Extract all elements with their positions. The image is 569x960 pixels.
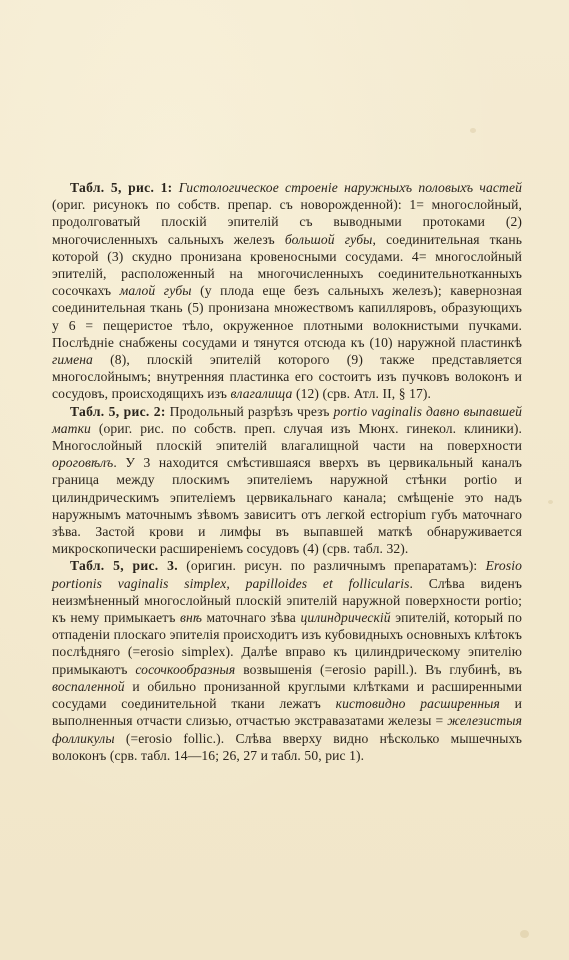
body-text: (у плода еще безъ сальныхъ железъ); кавернозная соединительная ткань (5) пронизана множествомъ капилляровъ, образующихъ у 6 = пещеристое тѣло, окруженное плотными волокнистыми пучками. Послѣдніе снабжены сосудами и тянутся отсюда къ (10) наружной пластинкѣ bbox=[52, 283, 522, 350]
body-text: Продольный разрѣзъ чрезъ bbox=[165, 403, 334, 419]
italic-term: малой губы bbox=[119, 283, 192, 299]
body-text: . У 3 находится смѣстившаяся вверхъ въ цервикальный каналъ граница между плоскимъ эпителіемъ наружной стѣнки portio и цилиндрическимъ эпителіемъ цервикальнаго канала; смѣщеніе это надъ наружнымъ маточнымъ зѣвомъ зависитъ отъ легкой ectropium губъ маточнаго зѣва. Застой крови и лимфы въ выпавшей маткѣ обнаруживается микроскопически расширеніемъ сосудовъ (4) (срв. табл. 32). bbox=[52, 455, 522, 557]
body-text: , соединительная ткань которой (3) скудно пронизана кровеносными сосудами. 4= многослойный эпителій, расположенный на многочисленныхъ соединительнотканныхъ сосочкахъ bbox=[52, 231, 522, 299]
body-text: (ориг. рис. по собств. преп. случая изъ Мюнх. гинекол. клиники). Многослойный плоскій эпителій влагалищной части на поверхности bbox=[52, 420, 522, 454]
paragraph-fig1 bbox=[52, 179, 522, 403]
page-stain bbox=[548, 500, 553, 504]
body-text: (оригин. рисун. по различнымъ препаратамъ): bbox=[177, 558, 486, 574]
page-stain bbox=[470, 128, 476, 133]
italic-term: воспаленной bbox=[52, 678, 125, 694]
italic-term: кистовидно расширенныя bbox=[335, 696, 500, 712]
italic-term: цилиндрическій bbox=[300, 610, 391, 626]
body-text: (ориг. рисунокъ по собств. препар. съ новорожденной): 1= многослойный, продолговатый плоскій эпителій съ выводными протоками (2) многочисленныхъ сальныхъ железъ bbox=[52, 197, 522, 247]
body-text: . Слѣва виденъ неизмѣненный многослойный плоскій эпителій наружной поверхности portio; къ нему примыкаетъ bbox=[52, 575, 522, 626]
page-stain bbox=[520, 930, 529, 938]
plate-description-text bbox=[52, 179, 522, 764]
italic-term: большой губы bbox=[284, 231, 373, 247]
italic-term: железистыя фолликулы bbox=[52, 713, 522, 746]
body-text: (=erosio follic.). Слѣва вверху видно нѣсколько мышечныхъ волоконъ (срв. табл. 14—16; 26, 27 и табл. 50, рис 1). bbox=[52, 730, 522, 763]
figure-label: Табл. 5, рис. 3. bbox=[70, 558, 178, 574]
italic-term: гимена bbox=[52, 352, 93, 368]
paragraph-fig3 bbox=[52, 557, 522, 763]
body-text: (12) (срв. Атл. II, § 17). bbox=[292, 386, 432, 402]
body-text: (8), плоскій эпителій которого (9) также представляется многослойнымъ; внутренняя пластинка его состоитъ изъ пучковъ волоконъ и сосудовъ, происходящихъ изъ bbox=[52, 352, 522, 402]
body-text: маточнаго зѣва bbox=[202, 610, 301, 626]
body-text: и обильно пронизанной круглыми клѣтками и расширенными сосудами соединительной ткани лежатъ bbox=[52, 678, 522, 712]
body-text: эпителій, который по отпаденіи плоскаго эпителія происходитъ изъ кубовидныхъ основныхъ клѣтокъ послѣдняго (=erosio simplex). Далѣе вправо къ цилиндрическому эпителію примыкаютъ bbox=[52, 610, 522, 677]
italic-term: Erosio portionis vaginalis simplex, papilloides et follicularis bbox=[52, 558, 522, 591]
italic-term: внѣ bbox=[180, 610, 203, 626]
italic-term: Гистологическое строеніе наружныхъ половыхъ частей bbox=[178, 180, 522, 195]
italic-term: ороговѣлъ bbox=[52, 455, 114, 471]
paragraph-fig2 bbox=[52, 403, 522, 558]
figure-label: Табл. 5, рис. 1: bbox=[70, 180, 173, 195]
body-text: и выполненныя отчасти слизью, отчастью экстравазатами железы = bbox=[52, 696, 522, 729]
body-text: возвышенія (=erosio papill.). Въ глубинѣ, въ bbox=[235, 661, 522, 677]
italic-term: влагалища bbox=[230, 386, 293, 402]
italic-term: portio vaginalis давно выпавшей матки bbox=[52, 403, 522, 436]
figure-label: Табл. 5, рис. 2: bbox=[70, 403, 166, 419]
italic-term: сосочкообразныя bbox=[135, 661, 236, 677]
